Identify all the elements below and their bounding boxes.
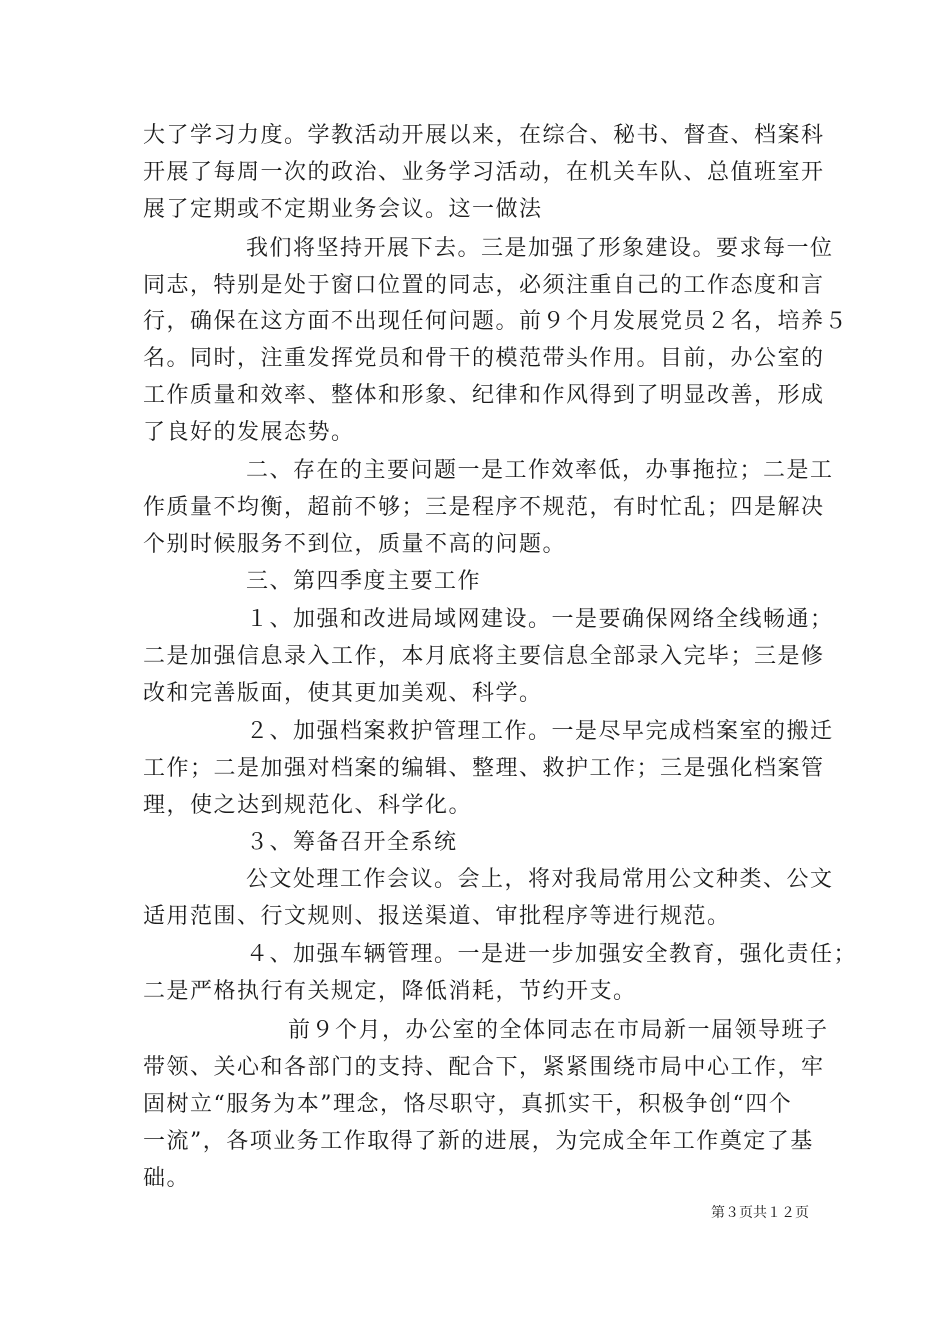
body-text-line: 二是严格执行有关规定，降低消耗，节约开支。 <box>143 979 637 1004</box>
body-text-line: 名。同时，注重发挥党员和骨干的模范带头作用。目前，办公室的 <box>143 346 825 371</box>
body-text-line: 改和完善版面，使其更加美观、科学。 <box>143 681 543 706</box>
body-text-line: 带领、关心和各部门的支持、配合下，紧紧围绕市局中心工作，牢 <box>143 1055 825 1080</box>
page-number: 第３页共１２页 <box>711 1205 809 1221</box>
list-item-2: ２、加强档案救护管理工作。一是尽早完成档案室的搬迁 <box>246 719 834 744</box>
body-text-line: 同志，特别是处于窗口位置的同志，必须注重自己的工作态度和言 <box>143 273 825 298</box>
list-item-1: １、加强和改进局域网建设。一是要确保网络全线畅通； <box>246 607 834 632</box>
body-text-line: 个别时候服务不到位，质量不高的问题。 <box>143 532 567 557</box>
body-text-line: 工作；二是加强对档案的编辑、整理、救护工作；三是强化档案管 <box>143 756 825 781</box>
body-text-line: 固树立“服务为本”理念，恪尽职守，真抓实干，积极争创“四个 <box>143 1092 793 1117</box>
body-text-line: 二是加强信息录入工作，本月底将主要信息全部录入完毕；三是修 <box>143 644 825 669</box>
body-text-line: 展了定期或不定期业务会议。这一做法 <box>143 197 543 222</box>
body-text-line: 大了学习力度。学教活动开展以来，在综合、秘书、督查、档案科 <box>143 123 825 148</box>
body-text-line: 一流”，各项业务工作取得了新的进展，为完成全年工作奠定了基 <box>143 1129 814 1154</box>
body-text-line: 公文处理工作会议。会上，将对我局常用公文种类、公文 <box>246 867 834 892</box>
body-text-line: 了良好的发展态势。 <box>143 420 355 445</box>
body-text-line: 适用范围、行文规则、报送渠道、审批程序等进行规范。 <box>143 904 731 929</box>
body-text-line: 我们将坚持开展下去。三是加强了形象建设。要求每一位 <box>246 236 834 261</box>
body-text-line: 前９个月，办公室的全体同志在市局新一届领导班子 <box>288 1018 829 1043</box>
body-text-line: 开展了每周一次的政治、业务学习活动，在机关车队、总值班室开 <box>143 160 825 185</box>
section-heading-q4-work: 三、第四季度主要工作 <box>246 569 482 594</box>
list-item-3: ３、筹备召开全系统 <box>246 830 458 855</box>
body-text-line: 作质量不均衡，超前不够；三是程序不规范，有时忙乱；四是解决 <box>143 495 825 520</box>
body-text-line: 础。 <box>143 1166 191 1191</box>
body-text-line: 理，使之达到规范化、科学化。 <box>143 793 473 818</box>
section-heading-problems: 二、存在的主要问题一是工作效率低，办事拖拉；二是工 <box>246 458 834 483</box>
list-item-4: ４、加强车辆管理。一是进一步加强安全教育，强化责任； <box>246 942 858 967</box>
body-text-line: 工作质量和效率、整体和形象、纪律和作风得到了明显改善，形成 <box>143 383 825 408</box>
body-text-line: 行，确保在这方面不出现任何问题。前９个月发展党员２名，培养５ <box>143 309 849 334</box>
